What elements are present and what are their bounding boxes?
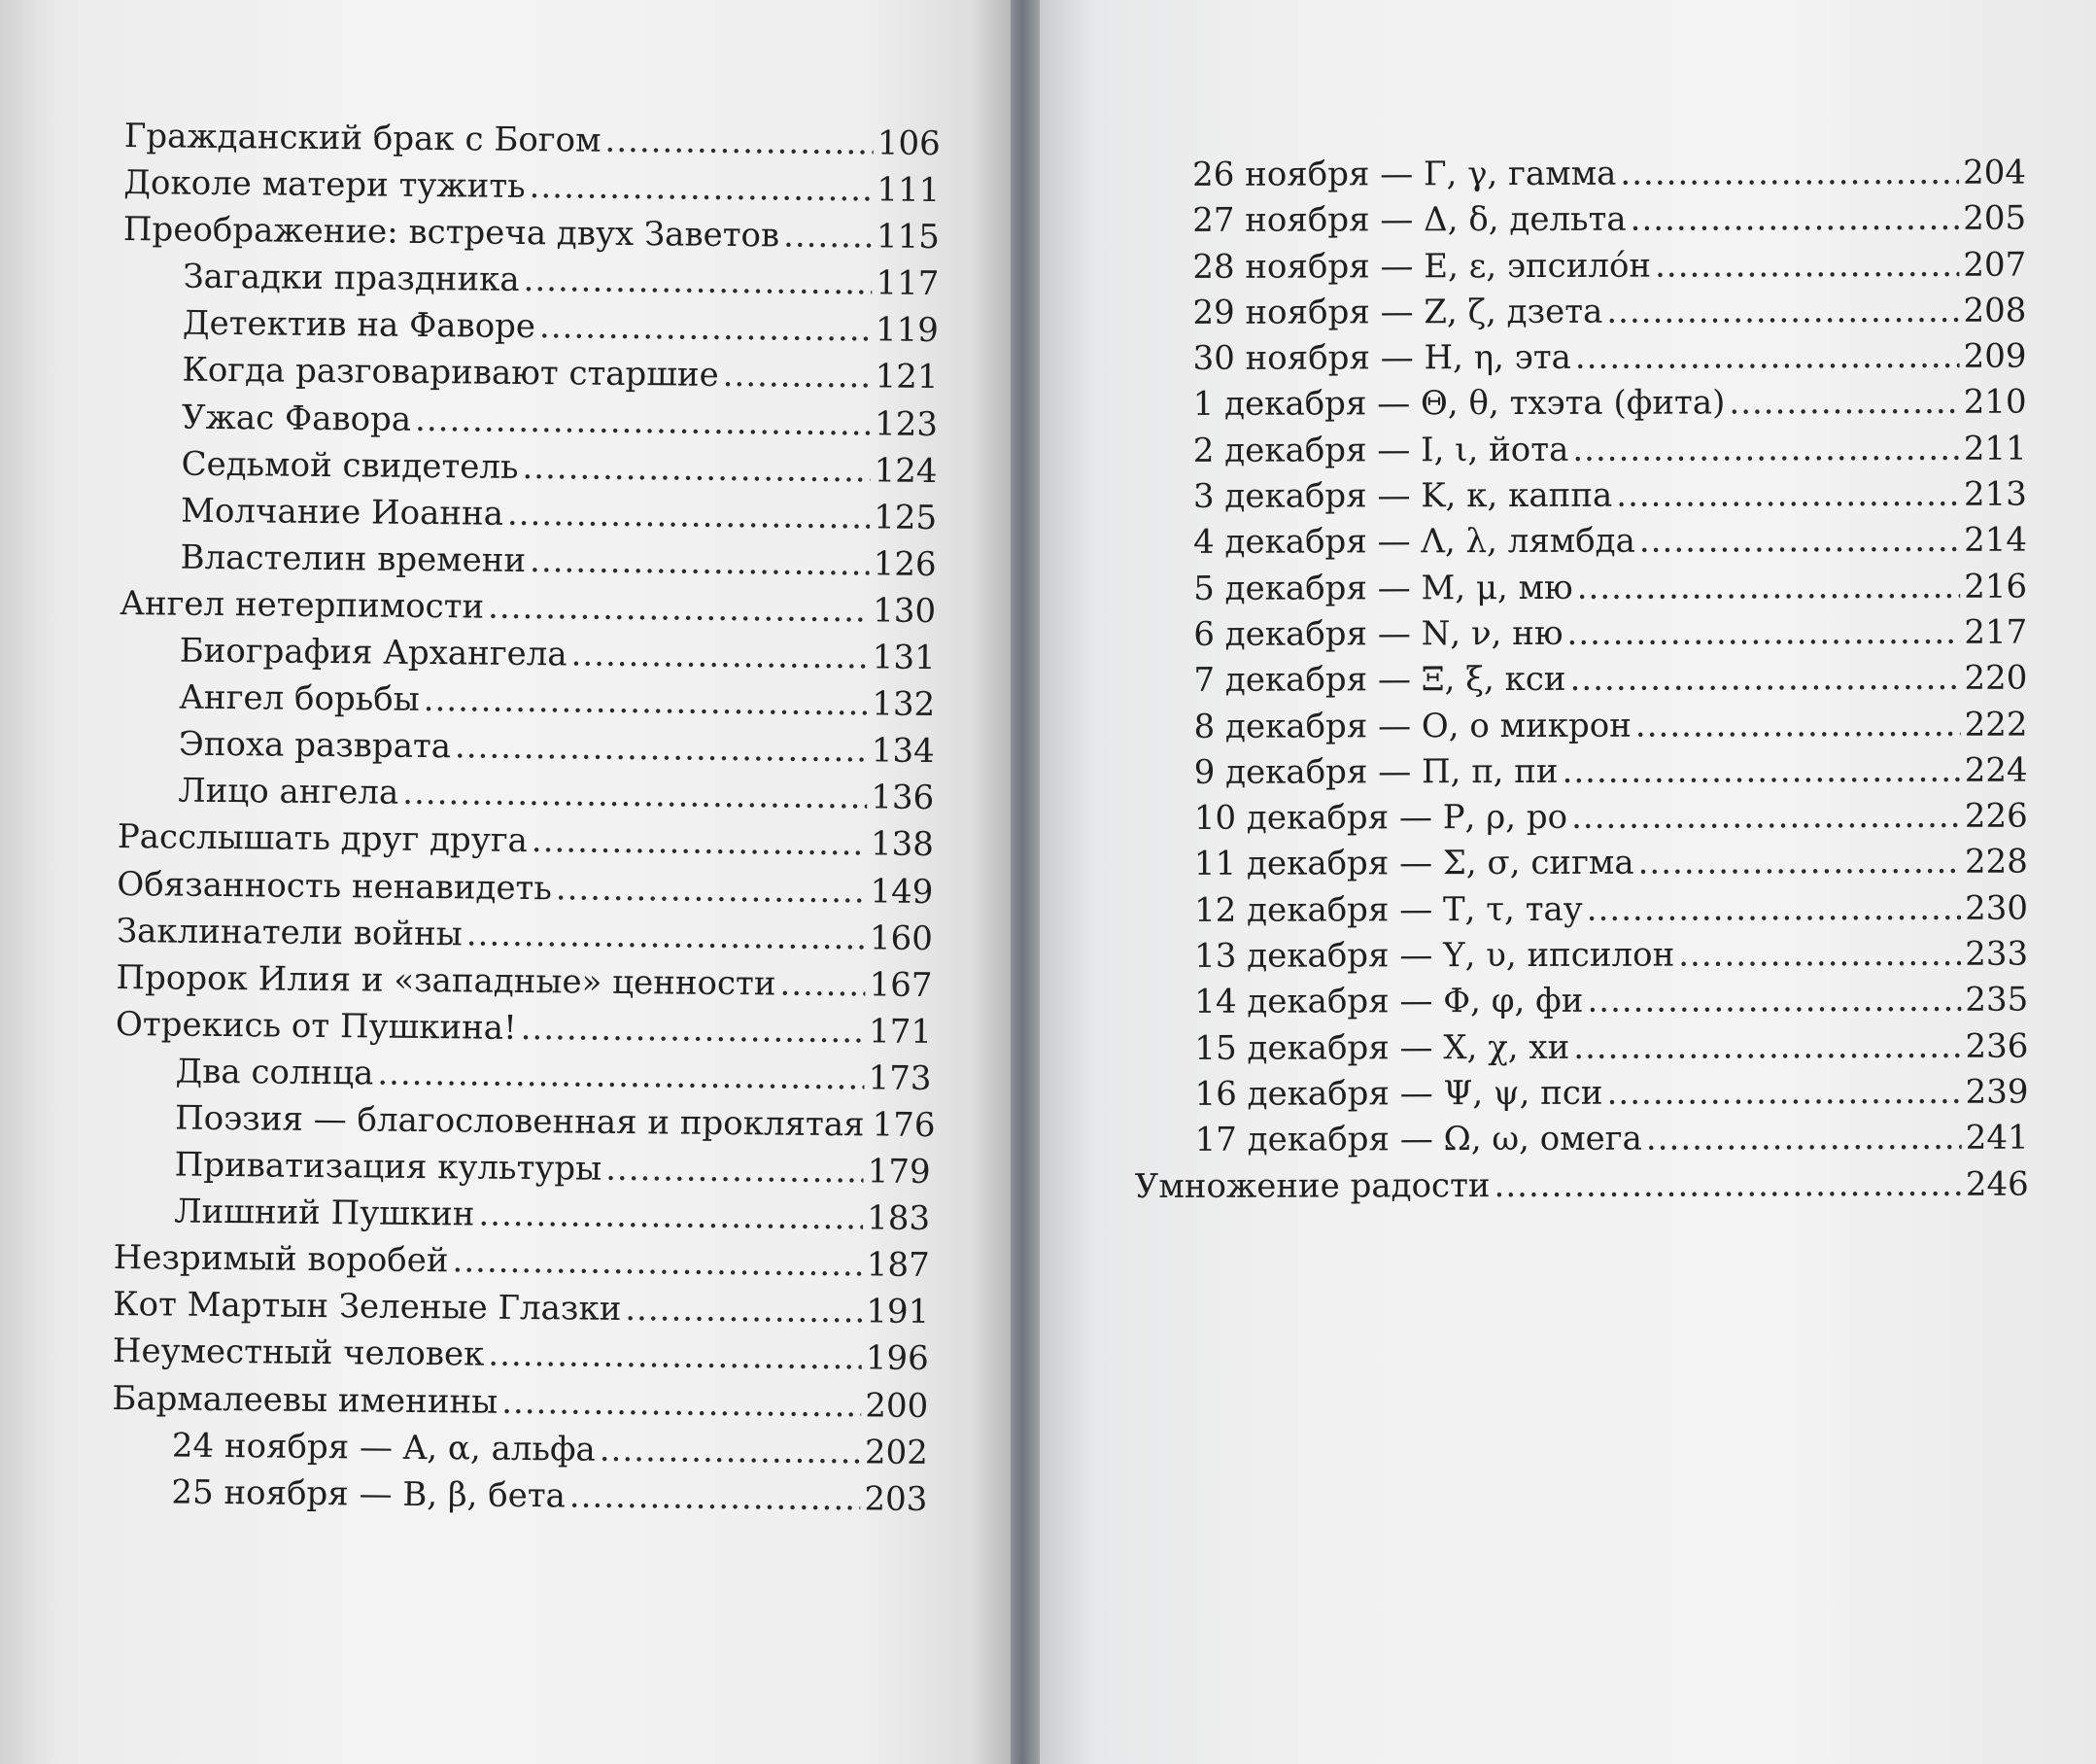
toc-entry-title: Загадки праздника [183, 257, 520, 300]
dot-leader [529, 167, 873, 209]
dot-leader [1606, 292, 1959, 331]
toc-entry-title: Лицо ангела [178, 771, 399, 813]
dot-leader [377, 1054, 865, 1097]
toc-page-number: 228 [1964, 843, 2028, 882]
toc-entry [113, 1285, 929, 1339]
toc-entry [1132, 337, 2026, 386]
dot-leader [600, 1430, 861, 1471]
toc-entry [1134, 888, 2028, 937]
dot-leader [1562, 751, 1960, 791]
toc-entry [120, 584, 936, 639]
dot-leader [1494, 1164, 1961, 1204]
toc-page-number: 220 [1964, 658, 2028, 699]
toc-entry [1133, 659, 2027, 708]
toc-page-number: 121 [875, 357, 939, 398]
dot-leader [521, 1009, 866, 1051]
toc-entry-title: 26 ноября — Γ, γ, гамма [1191, 154, 1617, 194]
toc-page-number: 233 [1965, 934, 2029, 974]
toc-entry-title: 6 декабря — Ν, ν, ню [1193, 613, 1563, 654]
toc-entry-title: 15 декабря — Χ, χ, хи [1194, 1027, 1570, 1068]
toc-entry [116, 1005, 932, 1059]
toc-entry-title: Пророк Илия и «западные» ценности [116, 957, 776, 1004]
dot-leader [556, 869, 867, 911]
toc-page-number: 130 [873, 591, 937, 631]
toc-page-number: 119 [875, 310, 940, 351]
toc-entry-title: 5 декабря — Μ, μ, мю [1193, 568, 1573, 608]
dot-leader [402, 774, 868, 817]
toc-page-number: 111 [876, 170, 941, 211]
toc-page-number: 205 [1963, 198, 2027, 239]
dot-leader [1587, 889, 1961, 929]
toc-entry [123, 163, 940, 218]
toc-list-right [1132, 154, 2029, 1213]
toc-entry-title: Преображение: встреча двух Заветов [122, 210, 780, 256]
toc-page-number: 173 [868, 1058, 932, 1098]
dot-leader [424, 680, 869, 723]
toc-page-number: 115 [876, 217, 941, 258]
dot-leader [466, 915, 867, 957]
book-spine [1011, 0, 1040, 1764]
toc-entry [121, 350, 938, 404]
dot-leader [488, 588, 869, 631]
toc-entry-title: Ангел борьбы [179, 677, 420, 720]
toc-entry [124, 117, 941, 171]
toc-entry-title: Приватизация культуры [174, 1145, 602, 1189]
toc-entry-title: Два солнца [175, 1052, 374, 1093]
dot-leader [532, 821, 867, 863]
toc-entry [120, 444, 937, 499]
dot-leader [1639, 521, 1960, 561]
toc-entry [120, 491, 937, 545]
toc-entry [121, 398, 938, 452]
toc-entry [1132, 199, 2026, 248]
toc-page-number: 167 [869, 965, 933, 1005]
toc-entry [1132, 245, 2026, 294]
toc-entry-title: 14 декабря — Φ, φ, фи [1194, 982, 1584, 1022]
dot-leader [1573, 1026, 1961, 1066]
toc-page-number: 235 [1965, 980, 2029, 1020]
toc-page-number: 149 [870, 871, 934, 912]
toc-page-number: 134 [871, 731, 935, 772]
toc-entry-title: Доколе матери тужить [123, 163, 526, 207]
toc-entry [115, 1098, 936, 1153]
toc-entry [116, 958, 932, 1013]
toc-entry-title: Молчание Иоанна [180, 491, 504, 534]
toc-page-number: 207 [1963, 245, 2027, 285]
toc-entry-title: 29 ноября — Ζ, ζ, дзета [1192, 292, 1603, 332]
toc-page-number: 224 [1964, 750, 2028, 790]
toc-entry [1133, 613, 2027, 662]
toc-entry [1132, 291, 2026, 339]
toc-entry-title: Ангел нетерпимости [119, 583, 485, 627]
dot-leader [523, 260, 872, 302]
toc-entry-title: 9 декабря — Π, π, пи [1193, 751, 1559, 792]
dot-leader [415, 399, 871, 443]
toc-page-number: 226 [1964, 796, 2028, 836]
dot-leader [779, 964, 865, 1004]
toc-page-number: 203 [864, 1479, 928, 1519]
toc-entry [1134, 843, 2028, 891]
toc-page-number: 126 [873, 544, 937, 584]
toc-entry-title: Эпоха разврата [178, 724, 452, 767]
toc-page-number: 131 [872, 638, 936, 678]
dot-leader [507, 495, 871, 537]
toc-entry [1133, 429, 2027, 477]
toc-page-number: 230 [1965, 888, 2029, 928]
dot-leader [522, 448, 871, 490]
dot-leader [1570, 659, 1961, 699]
toc-entry-title: 12 декабря — Τ, τ, тау [1193, 889, 1583, 930]
toc-page-number: 211 [1963, 429, 2027, 468]
dot-leader [1678, 935, 1961, 975]
toc-entry [1133, 705, 2027, 753]
toc-entry [119, 631, 935, 685]
toc-entry-title: Властелин времени [180, 537, 527, 580]
toc-entry-title: Седьмой свидетель [181, 444, 519, 487]
toc-page-number: 106 [876, 123, 941, 164]
toc-entry-title: Бармалеевы именины [112, 1378, 498, 1422]
dot-leader [1655, 245, 1959, 285]
toc-page-number: 202 [864, 1433, 929, 1472]
toc-entry [122, 257, 939, 311]
dot-leader [605, 1150, 864, 1192]
toc-entry-title: Незримый воробей [113, 1238, 449, 1281]
toc-page-number: 132 [872, 684, 936, 725]
dot-leader [1616, 475, 1960, 515]
dot-leader [1571, 797, 1961, 837]
dot-leader [1729, 383, 1960, 423]
toc-entry [119, 724, 935, 778]
toc-entry-title: Умножение радости [1134, 1165, 1491, 1206]
toc-entry-title: 1 декабря — Θ, θ, тхэта (фита) [1192, 383, 1726, 425]
dot-leader [1566, 613, 1960, 653]
toc-page-number: 179 [867, 1152, 931, 1193]
toc-entry-title: 11 декабря — Σ, σ, сигма [1193, 844, 1634, 884]
right-page [1040, 0, 2096, 1764]
toc-entry [111, 1472, 927, 1527]
toc-page-number: 196 [865, 1338, 929, 1379]
toc-page-number: 125 [873, 498, 938, 537]
dot-leader [1572, 430, 1960, 469]
toc-entry-title: Ужас Фавора [181, 398, 412, 439]
toc-page-number: 214 [1964, 520, 2028, 561]
dot-leader [530, 541, 870, 583]
toc-page-number: 123 [874, 403, 939, 444]
dot-leader [570, 635, 869, 676]
dot-leader [539, 307, 872, 349]
toc-entry-title: Обязанность ненавидеть [117, 864, 553, 908]
left-page [0, 0, 1011, 1764]
toc-entry [113, 1238, 929, 1293]
toc-entry [1134, 750, 2028, 799]
toc-page-number: 216 [1964, 567, 2028, 606]
toc-entry-title: 16 декабря — Ψ, ψ, пси [1194, 1073, 1603, 1114]
dot-leader [625, 1290, 862, 1331]
toc-entry [1134, 1026, 2028, 1075]
dot-leader [722, 356, 871, 396]
toc-entry-title: 8 декабря — Ο, ο микрон [1193, 706, 1632, 746]
dot-leader [1587, 981, 1961, 1020]
toc-entry-title: 24 ноября — A, α, альфа [171, 1426, 597, 1470]
toc-page-number: 124 [874, 451, 938, 491]
dot-leader [569, 1476, 861, 1518]
toc-page-number: 210 [1963, 383, 2027, 423]
toc-page-number: 204 [1963, 153, 2027, 192]
toc-entry-title: 17 декабря — Ω, ω, омега [1194, 1119, 1642, 1160]
toc-entry-title: 4 декабря — Λ, λ, лямбда [1192, 522, 1635, 563]
toc-entry [118, 771, 934, 825]
toc-entry-title: Когда разговаривают старшие [182, 351, 719, 396]
dot-leader [455, 728, 868, 771]
toc-page-number: 191 [866, 1292, 930, 1332]
toc-entry [1134, 1073, 2028, 1122]
dot-leader [501, 1382, 862, 1425]
toc-page-number: 217 [1964, 612, 2028, 652]
toc-entry-title: Гражданский брак с Богом [123, 117, 601, 160]
toc-entry-title: Биография Архангела [179, 631, 567, 674]
toc-entry-title: Расслышать друг друга [117, 817, 529, 861]
toc-entry [120, 537, 936, 592]
dot-leader [604, 121, 874, 163]
toc-page-number: 183 [867, 1198, 931, 1239]
dot-leader [1638, 843, 1962, 882]
toc-page-number: 236 [1965, 1026, 2029, 1066]
toc-entry-title: Заклинатели войны [116, 911, 464, 953]
toc-page-number: 213 [1963, 474, 2027, 514]
dot-leader [783, 217, 873, 257]
toc-page-number: 222 [1964, 705, 2028, 744]
toc-page-number: 138 [870, 824, 935, 865]
toc-page-number: 246 [1965, 1164, 2029, 1204]
toc-entry [1135, 1119, 2029, 1167]
toc-page-number: 239 [1965, 1072, 2029, 1112]
toc-entry-title: Отрекись от Пушкина! [115, 1004, 517, 1048]
dot-leader [1607, 1073, 1962, 1113]
toc-entry-title: 3 декабря — Κ, κ, каппа [1192, 475, 1613, 516]
toc-entry [123, 210, 940, 264]
toc-entry [1134, 935, 2028, 984]
toc-entry-title: 27 ноября — Δ, δ, дельта [1192, 199, 1627, 241]
dot-leader [1575, 337, 1960, 377]
toc-page-number: 200 [865, 1385, 929, 1426]
toc-page-number: 171 [868, 1012, 933, 1052]
toc-entry [1133, 521, 2027, 570]
toc-entry [115, 1052, 931, 1106]
toc-page-number: 136 [871, 778, 935, 818]
toc-page-number: 208 [1963, 291, 2027, 330]
toc-page-number: 160 [869, 917, 934, 958]
toc-entry [1134, 797, 2028, 846]
toc-entry [113, 1332, 929, 1386]
toc-entry [1134, 981, 2028, 1029]
toc-page-number: 117 [876, 263, 940, 304]
toc-entry [1135, 1164, 2029, 1213]
toc-page-number: 241 [1965, 1118, 2029, 1158]
toc-entry-title: 25 ноября — B, β, бета [171, 1472, 567, 1516]
toc-entry-title: 2 декабря — Ι, ι, йота [1192, 430, 1569, 470]
toc-entry [117, 912, 933, 966]
toc-entry [112, 1426, 928, 1480]
toc-entry [1133, 475, 2027, 524]
toc-page-number: 176 [872, 1105, 936, 1146]
dot-leader [488, 1335, 862, 1378]
dot-leader [1620, 154, 1959, 193]
toc-entry [1133, 567, 2027, 615]
dot-leader [478, 1195, 863, 1238]
toc-entry [1132, 154, 2026, 202]
toc-page-number: 209 [1963, 336, 2027, 376]
dot-leader [1635, 705, 1961, 744]
toc-entry-title: 28 ноября — Ε, ε, эпсило́н [1192, 246, 1652, 287]
toc-entry [119, 677, 935, 732]
dot-leader [452, 1242, 863, 1285]
dot-leader [1631, 199, 1960, 239]
toc-page-number: 187 [866, 1245, 930, 1286]
toc-entry-title: 7 декабря — Ξ, ξ, кси [1193, 660, 1566, 701]
toc-entry-title: 13 декабря — Υ, υ, ипсилон [1194, 935, 1675, 976]
toc-entry-title: Детектив на Фаворе [182, 303, 536, 347]
toc-entry [114, 1192, 930, 1246]
toc-entry [1133, 383, 2027, 432]
toc-entry-title: Лишний Пушкин [173, 1192, 475, 1234]
toc-entry [122, 303, 939, 358]
dot-leader [1646, 1119, 1962, 1159]
toc-entry [112, 1378, 928, 1433]
dot-leader [1577, 567, 1961, 606]
toc-entry [118, 817, 934, 872]
toc-list-left [111, 117, 941, 1527]
toc-entry [117, 864, 933, 918]
toc-entry [114, 1145, 930, 1199]
toc-entry-title: Кот Мартын Зеленые Глазки [113, 1285, 622, 1330]
toc-entry-title: 30 ноября — Η, η, эта [1192, 338, 1571, 379]
toc-entry-title: Поэзия — благословенная и проклятая [174, 1098, 865, 1145]
toc-entry-title: 10 декабря — Ρ, ρ, ро [1193, 797, 1568, 838]
toc-entry-title: Неуместный человек [112, 1332, 485, 1375]
